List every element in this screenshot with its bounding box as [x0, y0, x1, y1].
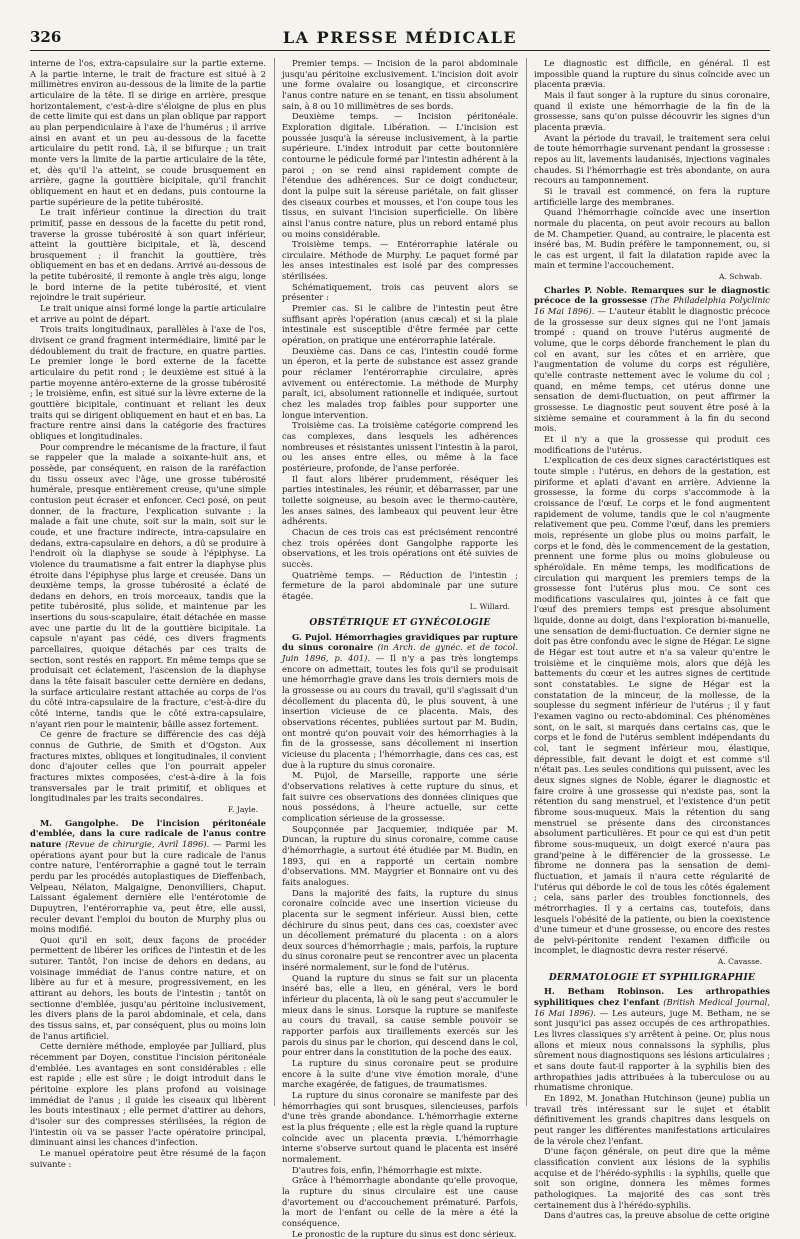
section-heading: OBSTÉTRIQUE ET GYNÉCOLOGIE: [309, 618, 491, 629]
page-number: 326: [30, 28, 62, 46]
paragraph: Pour comprendre le mécanisme de la fracture, il faut se rappeler que la malade a soixante-huit ans, et possède, par conséquent, en raison de la raréfaction du tissu osseux avec l'âge, une grosse tubérosité humérale, presque entièrement creuse, qu'une simple contusion peut écraser et enfoncer. Ceci posé, on peut donner, de la fracture, l'explication suivante : la malade a fait une chute, soit sur la main, soit sur le coude, et une fracture indirecte, intra-capsulaire en dedans, extra-capsulaire en dehors, a dû se produire à l'endroit où la diaphyse se soude à l'épiphyse. La violence du traumatisme a fait entrer la diaphyse plus étroite dans l'épiphyse plus large et creusée. Dans un deuxième temps, la grosse tubérosité a éclaté de dedans en dehors, en trois morceaux, tandis que la petite tubérosité, plus solide, et maintenue par les insertions du sous-scapulaire, était détachée en masse avec une partie du lit de la gouttière bicipitale. La capsule n'ayant pas cédé, ces divers fragments parcellaires, quoique détachés par ces traits de section, sont restés en rapport. En même temps que se produisait cet éclatement, l'ascension de la diaphyse dans la tête faisait basculer cette dernière en dedans, la surface articulaire restant attachée au corps de l'os du côté intra-capsulaire de la fracture, c'est-à-dire du côté interne, tandis que le côté extra-capsulaire, n'ayant rien pour le maintenir, bâille assez fortement.: [30, 441, 266, 729]
column-1: [30, 58, 266, 1169]
paragraph: L'explication de ces deux signes caractéristiques est toute simple : l'utérus, en dehors de la gestation, est piriforme et aplati d'avant en arrière. Advienne la grossesse, la forme du corps s'accommode à la croissance de l'œuf. Le corps et le fond augmentent rapidement de volume, tandis que le col n'augmente relativement que peu. Comme l'œuf, dans les premiers mois, représente un globe plus ou moins parfait, le corps et le fond, dès le commencement de la gestation, prennent une forme plus ou moins globuleuse ou sphéroïdale. En même temps, les modifications de circulation qui marquent les premiers temps de la grossesse font l'utérus plus mou. Ce sont ces modifications vasculaires qui, jointes à ce fait que l'œuf des premiers temps est presque absolument liquide, donne au doigt, dans l'exploration bi-manuelle, une sensation de demi-fluctuation. Ce dernier signe ne doit pas être confondu avec le signe de Hégar. Le signe de Hégar est tout autre et n'a sa valeur qu'entre le troisième et le cinquième mois, alors que déjà les battements du cœur et les autres signes de certitude sont constatables. Le signe de Hégar est la constatation de la minceur, de la mollesse, de la souplesse du segment inférieur de l'utérus ; il y faut l'examen vagino ou recto-abdominal. Ces phénomènes sont, on le sait, si marqués dans certains cas, que le corps et le fond de l'utérus semblent indépendants du col, tant le segment inférieur mou, élastique, dépressible, fait devant le doigt et est comme s'il n'était pas. Les seules conditions qui puissent, avec les deux signes signes de Noble, égarer le diagnostic et faire croire à une grossesse qui n'existe pas, sont la rétention du sang menstruel, et l'existence d'un petit fibrome sous-muqueux. Mais la rétention du sang menstruel se présente dans des circonstances absolument particulières. Et pour ce qui est d'un petit fibrome sous-muqueux, un doigt exercé n'aura pas grand'peine à le différencier de la grossesse. Le fibrome ne donnera pas la sensation de demi-fluctuation, et jamais il n'aura cette régularité de l'utérus qui déborde le col de tous les côtés également ; cela, sans parler des troubles fonctionnels, des métrorrhagies. Il y a certains cas, toutefois, dans lesquels l'obésité de la patiente, ou bien la coexistence d'une tumeur et d'une grossesse, ou encore des restes de pelvi-péritonite rendent l'examen difficile ou incomplet, le diagnostic devra rester réservé.: [534, 455, 770, 956]
article-text: — Les auteurs, juge M. Betham, ne se sont jusqu'ici pas assez occupés de ces arthropathies. Les livres classiques s'y arrêtent à peine. Or, plus nous allons et mieux nous connaissons la syphilis, plus sûrement nous diagnostiquons ses lésions articulaires ; et sans doute faut-il rapporter à la syphilis bien des arthropathies jadis attribuées à la tuberculose ou au rhumatisme chronique.: [534, 1007, 770, 1093]
paragraph: Si le travail est commencé, on fera la rupture artificielle large des membranes.: [534, 185, 770, 207]
column-3: [534, 58, 770, 1221]
paragraph: Chacun de ces trois cas est précisément rencontré chez trois opérées dont Gangolphe rapporte les observations, et les trois opérations ont été suivies de succès.: [282, 526, 518, 569]
article-abstract: [282, 632, 518, 771]
paragraph: Deuxième cas. Dans ce cas, l'intestin coudé forme un éperon, et la perte de substance est assez grande pour réclamer l'entérorraphie circulaire, après avivement ou entérectomie. La méthode de Murphy paraît, ici, absolument rationnelle et indiquée, surtout chez les malades trop faibles pour supporter une longue intervention.: [282, 345, 518, 420]
paragraph: Le pronostic de la rupture du sinus est donc sérieux.: [292, 1228, 517, 1239]
page-header: [30, 28, 770, 51]
paragraph: Schématiquement, trois cas peuvent alors se présenter :: [282, 281, 518, 303]
paragraph: Deuxième temps. — Incision péritonéale. Exploration digitale. Libération. — L'incision est poussée jusqu'à la séreuse inclusivement, à la partie supérieure. L'index introduit par cette boutonnière contourne le pédicule formé par l'intestin adhérent à la paroi ; on se rend ainsi rapidement compte de l'étendue des adhérences. Sur ce doigt conducteur, dont la pulpe suit la séreuse pariétale, on fait glisser des ciseaux courbes et mousses, et l'on coupe tous les tissus, en suivant l'incision superficielle. On libère ainsi l'anus contre nature, plus un rebord entamé plus ou moins considérable.: [282, 111, 518, 239]
paragraph: Trois traits longitudinaux, parallèles à l'axe de l'os, divisent ce grand fragment intermédiaire, limité par le dédoublement du trait de fracture, en quatre parties. Le premier longe le bord externe de la facette articulaire du petit rond ; le deuxième est situé à la partie moyenne antéro-externe de la grosse tubérosité ; le troisième, enfin, est situé sur la lèvre externe de la gouttière bicipitale, continuant et reliant les deux traits qui se dirigent obliquement en haut et en bas. La fracture rentre ainsi dans la catégorie des fractures obliques et longitudinales.: [30, 324, 266, 441]
article-title: M. Gangolphe. De l'incision péritonéale d'emblée, dans la cure radicale de l'anus contre nature: [30, 817, 266, 849]
paragraph: Troisième cas. La troisième catégorie comprend les cas complexes, dans lesquels les adhérences nombreuses et résistantes unissent l'intestin à la paroi, ou les anses entre elles, ou même à la face postérieure, profonde, de l'anse perforée.: [282, 420, 518, 473]
paragraph: Ce genre de fracture se différencie des cas déjà connus de Guthrie, de Smith et d'Ogston. Aux fractures mixtes, obliques et longitudinales, il convient donc d'ajouter celles que l'on pourrait appeler fractures mixtes composées, c'est-à-dire à la fois transversales par le trait primitif, et obliques et longitudinales par les traits secondaires.: [30, 729, 266, 804]
paragraph: Premier cas. Si le calibre de l'intestin peut être suffisant après l'opération (anus cæcal) et si la plaie intestinale est susceptible d'être fermée par cette opération, on pratique une entérorraphie latérale.: [282, 303, 518, 346]
author-signature: A. Cavasse.: [717, 957, 762, 967]
section-heading: DERMATOLOGIE ET SYPHILIGRAPHIE: [548, 972, 756, 983]
paragraph: Quand la rupture du sinus se fait sur un placenta inséré bas, elle a lieu, en général, vers le bord inférieur du placenta, là où le sang peut s'accumuler le mieux dans le sinus. Lorsque la rupture se manifeste au cours du travail, sa cause semble pouvoir se rapporter parfois aux tiraillements exercés sur les parois du sinus par le chorion, qui descend dans le col, pour entrer dans la constitution de la poche des eaux.: [282, 972, 518, 1058]
paragraph: D'une façon générale, on peut dire que la même classification convient aux lésions de la syphilis acquise et de l'hérédo-syphilis : la syphilis, quelle que soit son origine, donnera les mêmes formes pathologiques. La majorité des cas sont très certainement dus à l'hérédo-syphilis.: [534, 1146, 770, 1210]
article-citation: (British Medical Journal, 16 Mai 1896).: [534, 997, 770, 1018]
article-citation: (Revue de chirurgie, Avril 1896).: [65, 838, 210, 849]
paragraph: Troisième temps. — Entérorraphie latérale ou circulaire. Méthode de Murphy. Le paquet formé par les anses intestinales est isolé par des compresses stérilisées.: [282, 239, 518, 282]
author-signature: F. Jayle.: [227, 804, 258, 814]
paragraph: M. Pujol, de Marseille, rapporte une série d'observations relatives à cette rupture du sinus, et fait suivre ces observations des données cliniques que nous possédons, à l'heure actuelle, sur cette complication sérieuse de la grossesse.: [282, 770, 518, 823]
paragraph: Premier temps. — Incision de la paroi abdominale jusqu'au péritoine exclusivement. L'incision doit avoir une forme ovalaire ou losangique, et circonscrire l'anus contre nature en se tenant, en tissu absolument sain, à 8 ou 10 millimètres de ses bords.: [282, 58, 518, 111]
article-abstract: [534, 285, 770, 434]
article-citation: (The Philadelphia Polyclinic 16 Mai 1896).: [534, 295, 770, 317]
paragraph: Le manuel opératoire peut être résumé de la façon suivante :: [30, 1147, 266, 1169]
column-2: [282, 58, 518, 1239]
paragraph: Soupçonnée par Jacquemier, indiquée par M. Duncan, la rupture du sinus coronaire, comme cause d'hémorrhagie, a surtout été étudiée par M. Budin, en 1893, qui en a rapporté un certain nombre d'observations. MM. Maygrier et Bonnaire ont vu des faits analogues.: [282, 823, 518, 887]
paragraph: Grâce à l'hémorrhagie abondante qu'elle provoque, la rupture du sinus circulaire est une cause d'avortement ou d'accouchement prématuré. Parfois, la mort de l'enfant ou celle de la mère a été la conséquence.: [282, 1175, 518, 1228]
author-signature: A. Schwab.: [719, 272, 762, 282]
paragraph: D'autres fois, enfin, l'hémorrhagie est mixte.: [292, 1164, 482, 1175]
article-citation: (in Arch. de gynéc. et de tocol. Juin 1896, p. 401).: [282, 642, 518, 664]
paragraph: En 1892, M. Jonathan Hutchinson (jeune) publia un travail très intéressant sur le sujet et établit définitivement les grands chapitres dans lesquels on peut ranger les différentes manifestations articulaires de la vérole chez l'enfant.: [534, 1093, 770, 1146]
paragraph: Quatrième temps. — Réduction de l'intestin ; fermeture de la paroi abdominale par une suture étagée.: [282, 569, 518, 601]
article-text: — L'auteur établit le diagnostic précoce de la grossesse sur deux signes qui ne l'ont jamais trompé : quand on trouve l'utérus augmenté de volume, que le corps déborde franchement le plan du col en avant, sur les côtes et en arrière, que l'augmentation de volume du corps est régulière, qu'elle contraste nettement avec le volume du col ; quand, en même temps, cet utérus donne une sensation de demi-fluctuation, on peut affirmer la grossesse. Le diagnostic peut souvent être posé à la sixième semaine et couramment à la fin du second mois.: [534, 306, 770, 434]
column-divider: [274, 58, 275, 1106]
paragraph: Quoi qu'il en soit, deux façons de procéder permettent de libérer les orifices de l'intestin et de les suturer. Tantôt, l'on incise de dehors en dedans, au voisinage immédiat de l'anus contre nature, et on libère au fur et à mesure, progressivement, en les attirant au dehors, les bouts de l'intestin ; tantôt on sectionne d'emblée, jusqu'au péritoine inclusivement, les divers plans de la paroi abdominale, et cela, dans des tissus sains, et, par conséquent, plus ou moins loin de l'anus artificiel.: [30, 934, 266, 1041]
author-signature: L. Willard.: [469, 602, 510, 612]
paragraph: Il faut alors libérer prudemment, réséquer les parties intestinales, les réunir, et débarrasser, par une toilette soigneuse, au besoin avec le thermo-cautère, les anses saines, des lambeaux qui peuvent leur être adhérents.: [282, 473, 518, 527]
paragraph: La rupture du sinus coronaire peut se produire encore à la suite d'une vive émotion morale, d'une marche exagérée, de fatigues, de traumatismes.: [282, 1058, 518, 1090]
article-title: G. Pujol. Hémorrhagies gravidiques par rupture du sinus coronaire: [282, 631, 518, 653]
column-divider: [526, 58, 527, 1106]
paragraph: Le trait unique ainsi formé longe la partie articulaire et arrive au point de départ.: [30, 303, 266, 324]
paragraph: Dans la majorité des faits, la rupture du sinus coronaire coïncide avec une insertion vicieuse du placenta sur le segment inférieur. Aussi bien, cette déchirure du sinus peut, dans ces cas, coexister avec un décollement prématuré du placenta : on a alors deux sources d'hémorrhagie ; mais, parfois, la rupture du sinus coronaire peut se rencontrer avec un placenta inséré normalement, sur le fond de l'utérus.: [282, 887, 518, 973]
paragraph: Le diagnostic est difficile, en général. Il est impossible quand la rupture du sinus coïncide avec un placenta prævia.: [534, 58, 770, 90]
article-title: H. Betham Robinson. Les arthropathies syphilitiques chez l'enfant: [534, 986, 770, 1008]
article-title: Charles P. Noble. Remarques sur le diagnostic précoce de la grossesse: [534, 284, 770, 306]
paragraph: Dans d'autres cas, la preuve absolue de cette origine: [544, 1210, 770, 1221]
paragraph: Le trait inférieur continue la direction du trait primitif, passe en dessous de la facette du petit rond, traverse la grosse tubérosité à son quart inférieur, atteint la gouttière bicipitale, et là, descend brusquement ; il franchit la gouttière, très obliquement en bas et en dedans. Arrivé au-dessous de la petite tubérosité, il remonte à angle très aigu, longe le bord interne de la petite tubérosité, et vient rejoindre le trait supérieur.: [30, 207, 266, 303]
paragraph: Cette dernière méthode, employée par Julliard, plus récemment par Doyen, constitue l'incision péritonéale d'emblée. Les avantages en sont considérables : elle est rapide ; elle est sûre ; le doigt introduit dans le péritoine explore les plans profond au voisinage immédiat de l'anus ; il guide les ciseaux qui libèrent les bouts intestinaux ; elle permet d'attirer au dehors, d'isoler sur des compresses stérilisées, la région de l'intestin où va se passer l'acte opératoire principal, diminuant ainsi les chances d'infection.: [30, 1041, 266, 1148]
paragraph: Mais il faut songer à la rupture du sinus coronaire, quand il existe une hémorrhagie de la fin de la grossesse, sans qu'on puisse découvrir les signes d'un placenta prævia.: [534, 89, 770, 132]
paragraph: Quand l'hémorrhagie coïncide avec une insertion normale du placenta, on peut avoir recours au ballon de M. Champetier. Quand, au contraire, le placenta est inséré bas, M. Budin préfère le tamponnement, ou, si le cas est urgent, il fait la dilatation rapide avec la main et termine l'accouchement.: [534, 207, 770, 271]
paragraph: Et il n'y a que la grossesse qui produit ces modifications de l'utérus.: [534, 433, 770, 455]
paragraph: La rupture du sinus coronaire se manifeste par des hémorrhagies qui sont brusques, silencieuses, parfois d'une très grande abondance. L'hémorrhagie externe est la plus fréquente ; elle est la règle quand la rupture coïncide avec un placenta prævia. L'hémorrhagie interne s'observe surtout quand le placenta est inséré normalement.: [282, 1090, 518, 1164]
article-text: — Il n'y a pas très longtemps encore on admettait, toutes les fois qu'il se produisait une hémorrhagie grave dans les trois derniers mois de la grossesse ou au cours du travail, qu'il s'agissait d'un décollement du placenta dû, le plus souvent, à une insertion vicieuse de ce placenta. Mais, des observations récentes, publiées surtout par M. Budin, ont montré qu'on pouvait voir des hémorrhagies à la fin de la grossesse, sans décollement ni insertion vicieuse du placenta ; l'hémorrhagie, dans ces cas, est due à la rupture du sinus coronaire.: [282, 653, 518, 770]
article-abstract: [534, 986, 770, 1093]
article-abstract: [30, 818, 266, 935]
paragraph: Avant la période du travail, le traitement sera celui de toute hémorrhagie survenant pendant la grossesse : repos au lit, lavements laudanisés, injections vaginales chaudes. Si l'hémorrhagie est très abondante, on aura recours au tamponnement.: [534, 132, 770, 186]
paragraph: interne de l'os, extra-capsulaire sur la partie externe. A la partie interne, le trait de fracture est situé à 2 millimètres environ au-dessous de la limite de la partie articulaire de la tête. Il se dirige en arrière, presque horizontalement, c'est-à-dire s'éloigne de plus en plus de cette limite qui est dans un plan oblique par rapport au plan perpendiculaire à l'axe de l'humérus ; il arrive ainsi en avant et un peu au-dessous de la facette articulaire du petit rond. Là, il se bifurque ; un trait monte vers la limite de la partie articulaire de la tête, et, dès qu'il l'a atteint, se coude brusquement en arrière, gagne la gouttière bicipitale, qu'il franchit obliquement en haut et en dedans, puis contourne la partie supérieure de la petite tubérosité.: [30, 58, 266, 207]
journal-title: LA PRESSE MÉDICALE: [282, 28, 518, 47]
article-text: — Parmi les opérations ayant pour but la cure radicale de l'anus contre nature, l'entérorraphie a gagné tout le terrain perdu par les procédés autoplastiques de Dieffenbach, Velpeau, Nélaton, Malgaigne, Denonvilliers, Chaput. Laissant également dernière elle l'entérotomie de Dupuytren, l'entérorraphie va, peut être, elle aussi, reculer devant l'emploi du bouton de Murphy plus ou moins modifié.: [30, 838, 266, 935]
